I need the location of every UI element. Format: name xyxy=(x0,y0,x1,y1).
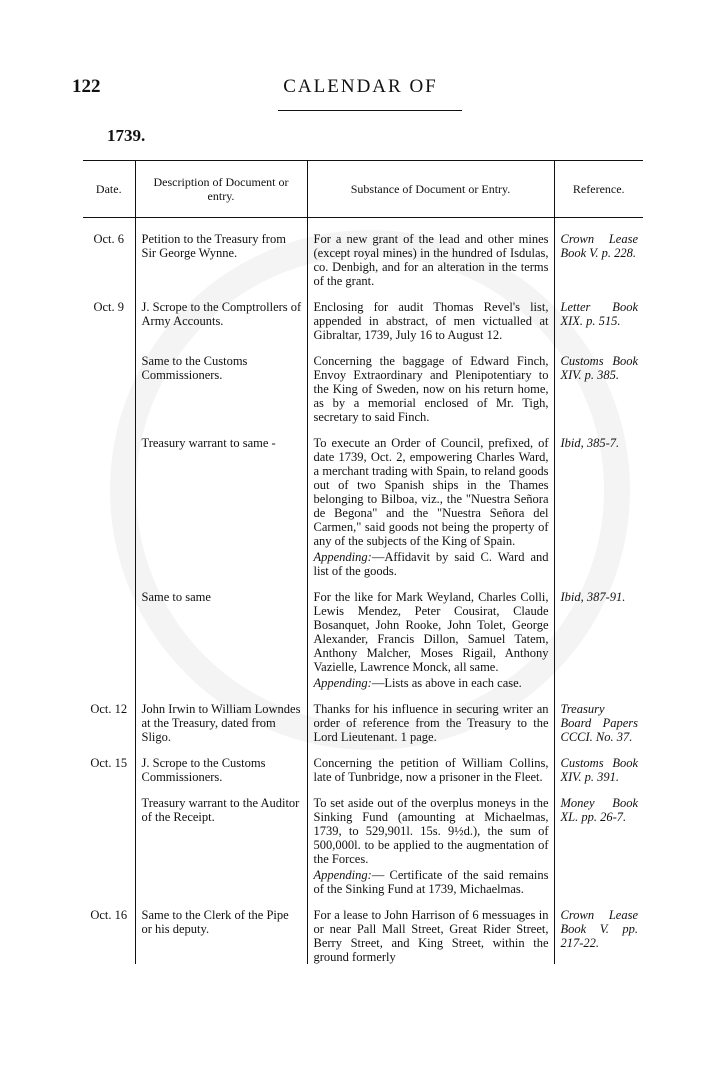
entry-reference: Customs Book XIV. p. 391. xyxy=(554,756,643,796)
appending-label: Appending: xyxy=(313,868,372,882)
entry-substance: Concerning the petition of William Collins, late of Tunbridge, now a prisoner in the Fleet. xyxy=(307,756,554,796)
entry-date: Oct. 12 xyxy=(90,702,128,716)
entry-description: John Irwin to William Lowndes at the Treasury, dated from Sligo. xyxy=(135,702,307,756)
entry-substance-cell xyxy=(307,796,554,908)
appending-text: —Affidavit by said C. Ward and list of the goods. xyxy=(313,550,549,578)
entry-reference: Letter Book XIX. p. 515. xyxy=(554,300,643,354)
appending-label: Appending: xyxy=(313,550,372,564)
entry-substance: For a new grant of the lead and other mines (except royal mines) in the hundred of Isdulas, co. Denbigh, and for an alteration in the terms of the grant. xyxy=(307,218,554,301)
running-title: CALENDAR OF xyxy=(283,76,438,97)
entry-reference: Ibid, 387-91. xyxy=(554,590,643,702)
entry-description: Same to the Clerk of the Pipe or his deputy. xyxy=(135,908,307,964)
table-row xyxy=(83,702,643,756)
table-row xyxy=(83,796,643,908)
entry-description: Same to the Customs Commissioners. xyxy=(135,354,307,436)
entry-substance: Thanks for his influence in securing writer an order of reference from the Treasury to the Lord Lieutenant. 1 page. xyxy=(307,702,554,756)
entry-substance-cell xyxy=(307,436,554,590)
entry-substance: For the like for Mark Weyland, Charles Colli, Lewis Mendez, Peter Cousirat, Claude Bosanquet, John Rooke, John Tolet, George Alexander, Francis Dillon, Samuel Tatem, Anthony Malcher, Moses Rigail, Anthony Vazielle, Lawrence Monck, all same. xyxy=(313,590,549,674)
entry-appending xyxy=(314,676,549,690)
entry-substance: To execute an Order of Council, prefixed, of date 1739, Oct. 2, empowering Charles Ward, a merchant trading with Spain, to reland goods out of two Spanish ships in the Thames belonging to Bilboa, viz., the "Nuestra Señora de Begona" and the "Nuestra Señora del Carmen," said goods not being the property of any of the subjects of the King of Spain. xyxy=(313,436,549,548)
table-row xyxy=(83,908,643,964)
entry-substance: Enclosing for audit Thomas Revel's list, appended in abstract, of men victualled at Gibraltar, 1739, July 16 to August 12. xyxy=(307,300,554,354)
column-header-substance: Substance of Document or Entry. xyxy=(307,161,554,218)
entry-description: Same to same xyxy=(135,590,307,702)
entry-reference: Money Book XL. pp. 26-7. xyxy=(554,796,643,908)
entry-date: Oct. 16 xyxy=(90,908,128,922)
entry-date: Oct. 15 xyxy=(90,756,128,770)
entry-substance: For a lease to John Harrison of 6 messuages in or near Pall Mall Street, Great Rider Street, Berry Street, and King Street, within the ground formerly xyxy=(307,908,554,964)
calendar-table xyxy=(83,160,643,964)
entry-description: Treasury warrant to same - xyxy=(135,436,307,590)
entry-date xyxy=(83,590,135,702)
entry-date xyxy=(83,436,135,590)
entry-substance-cell xyxy=(307,590,554,702)
entry-reference: Ibid, 385-7. xyxy=(554,436,643,590)
appending-text: —Lists as above in each case. xyxy=(371,676,522,690)
column-header-description: Description of Document or entry. xyxy=(135,161,307,218)
entry-substance: Concerning the baggage of Edward Finch, Envoy Extraordinary and Plenipotentiary to the King of Sweden, now on his return home, as by a memorial enclosed of Mr. Tigh, secretary to said Finch. xyxy=(307,354,554,436)
entry-appending xyxy=(314,550,549,578)
entry-description: Petition to the Treasury from Sir George Wynne. xyxy=(135,218,307,301)
table-row xyxy=(83,218,643,301)
entry-date: Oct. 6 xyxy=(93,232,125,246)
table-row xyxy=(83,436,643,590)
entry-reference: Treasury Board Papers CCCI. No. 37. xyxy=(554,702,643,756)
title-rule xyxy=(278,110,462,111)
entry-reference: Crown Lease Book V. pp. 217-22. xyxy=(554,908,643,964)
column-header-reference: Reference. xyxy=(554,161,643,218)
appending-text: — Certificate of the said remains of the Sinking Fund at 1739, Michaelmas. xyxy=(313,868,549,896)
appending-label: Appending: xyxy=(313,676,372,690)
column-header-date: Date. xyxy=(83,161,135,218)
table-row xyxy=(83,354,643,436)
entry-reference: Customs Book XIV. p. 385. xyxy=(554,354,643,436)
entry-description: Treasury warrant to the Auditor of the Receipt. xyxy=(135,796,307,908)
table-row xyxy=(83,756,643,796)
entry-reference: Crown Lease Book V. p. 228. xyxy=(554,218,643,301)
table-row xyxy=(83,590,643,702)
entry-substance: To set aside out of the overplus moneys in the Sinking Fund (amounting at Michaelmas, 1739, to 529,901l. 15s. 9½d.), the sum of 500,000l. to be applied to the augmentation of the Forces. xyxy=(313,796,549,866)
entry-date xyxy=(83,354,135,436)
page-number: 122 xyxy=(72,76,101,97)
table-header-row xyxy=(83,161,643,218)
entry-date: Oct. 9 xyxy=(93,300,125,314)
entry-date xyxy=(83,796,135,908)
year-heading: 1739. xyxy=(107,126,146,145)
entry-description: J. Scrope to the Customs Commissioners. xyxy=(135,756,307,796)
table-row xyxy=(83,300,643,354)
entry-description: J. Scrope to the Comptrollers of Army Accounts. xyxy=(135,300,307,354)
entry-appending xyxy=(314,868,549,896)
